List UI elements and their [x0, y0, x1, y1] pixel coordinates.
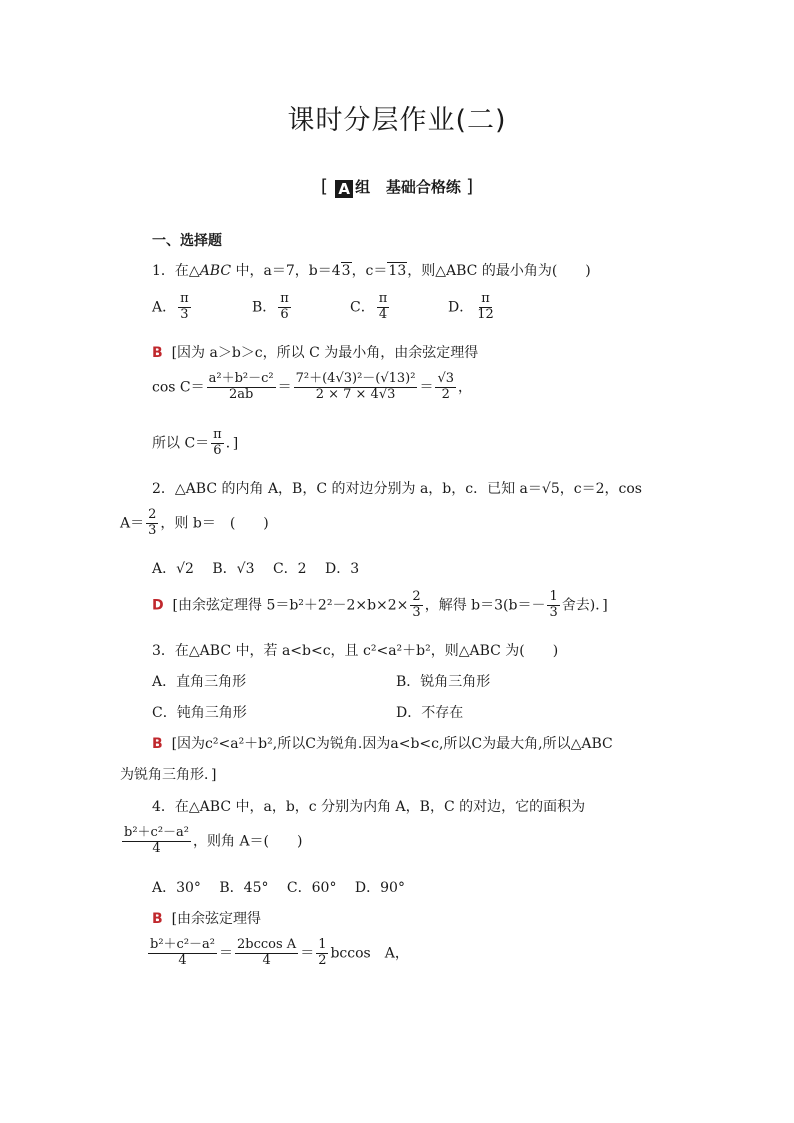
question-1-option-d: D． $\frac{\pi}{12}$ [448, 291, 494, 322]
question-4-solution: B [由余弦定理得 [152, 911, 262, 927]
question-2-options: A．√2 B．√3 C．2 D．3 [152, 561, 360, 577]
question-3-solution-line1: B [因为c²<a²＋b²,所以C为锐角.因为a<b<c,所以C为最大角,所以△ABC [152, 736, 613, 752]
question-1-option-c: C． $\frac{\pi}{4}$ [350, 291, 388, 322]
question-4-formula: $\frac{\text{b²＋c²－a²}}{4}$ ＝ $\frac{\text{2bccos A}}{4}$ ＝ $\frac{1}{2}$ bccos A， [150, 937, 409, 968]
question-3-stem: 3．在△ABC 中，若 a<b<c，且 c²<a²＋b²，则△ABC 为( ) [152, 643, 559, 659]
question-3-option-b: B．锐角三角形 [396, 674, 491, 690]
group-suffix: 组 [355, 178, 371, 196]
answer-letter: D [152, 597, 164, 614]
group-name: 基础合格练 [385, 178, 461, 196]
question-2-stem-line2: A＝ $\frac{2}{3}$ ，则 b＝ ( ) [120, 507, 269, 538]
question-3-option-d: D．不存在 [396, 705, 464, 721]
question-1-conclusion: 所以 C＝ $\frac{\pi}{6}$ ．] [152, 427, 239, 458]
question-1-option-b: B． $\frac{\pi}{6}$ [252, 291, 289, 322]
question-4-stem-line2: $\frac{\text{b²＋c²－a²}}{4}$ ，则角 A＝( ) [124, 825, 303, 856]
page-title: 课时分层作业(二) [287, 105, 507, 136]
question-4-options: A．30° B．45° C．60° D．90° [152, 880, 405, 896]
answer-letter: B [152, 911, 163, 927]
answer-letter: B [152, 736, 163, 752]
question-4-stem-line1: 4．在△ABC 中，a，b，c 分别为内角 A，B，C 的对边，它的面积为 [152, 799, 586, 815]
question-1-formula: cos C＝ $\frac{\text{a²＋b²－c²}}{2ab}$ ＝ $\frac{\text{7²＋(4√3)²－(√13)²}}{2 \times 7 \times 4√3}$ ＝ $\frac{√3}{2}$ ， [152, 371, 473, 402]
group-heading: [ A 组 基础合格练 ] [320, 176, 474, 198]
question-2-stem-line1: 2．△ABC 的内角 A，B，C 的对边分别为 a，b，c．已知 a＝√5，c＝2，cos [152, 481, 642, 497]
question-1-stem: 1．在△ABC 中，a＝7，b＝43，c＝13，则△ABC 的最小角为( ) [152, 263, 591, 279]
question-1-solution: B [因为 a＞b＞c，所以 C 为最小角，由余弦定理得 [152, 345, 479, 361]
question-3-option-c: C．钝角三角形 [152, 705, 247, 721]
question-3-option-a: A．直角三角形 [152, 674, 247, 690]
answer-letter: B [152, 345, 163, 361]
question-2-solution: D [由余弦定理得 5＝b²＋2²－2×b×2× $\frac{2}{3}$ ，解得 b＝3(b＝－ $\frac{1}{3}$ 舍去)．] [152, 589, 608, 620]
question-1-option-a: A． $\frac{\pi}{3}$ [152, 291, 189, 322]
group-letter-badge: A [335, 180, 353, 198]
section-heading: 一、选择题 [152, 233, 222, 249]
question-3-solution-line2: 为锐角三角形．] [120, 767, 217, 783]
